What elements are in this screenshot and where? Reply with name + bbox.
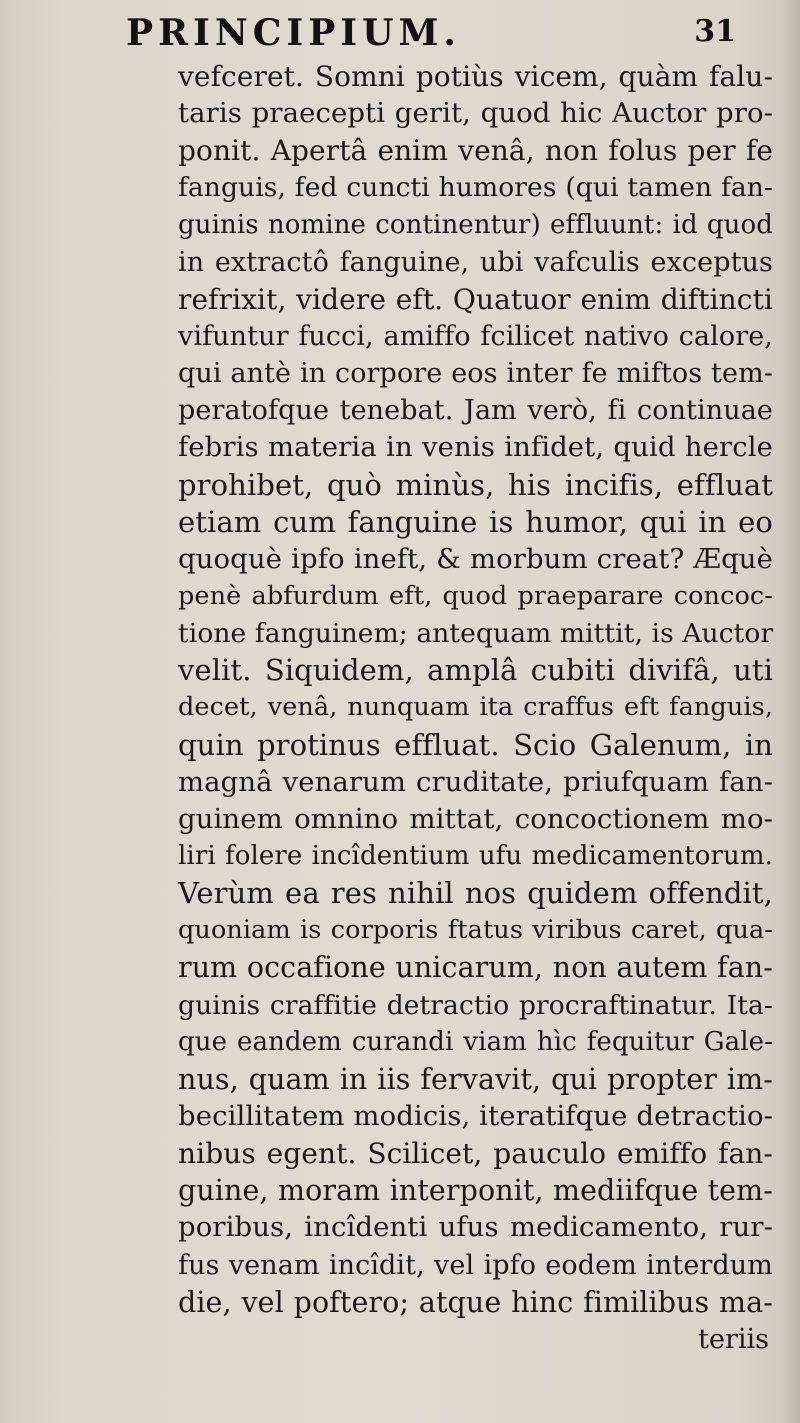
text-line: peratofque tenebat. Jam verò, fi continuae bbox=[178, 395, 773, 427]
text-line: taris praecepti gerit, quod hic Auctor pro- bbox=[178, 97, 773, 130]
text-line: magnâ venarum cruditate, priufquam fan- bbox=[178, 765, 773, 798]
text-line: quin protinus effluat. Scio Galenum, in bbox=[178, 727, 773, 762]
catchword: teriis bbox=[698, 1323, 769, 1355]
text-line: vefceret. Somni potiùs vicem, quàm falu- bbox=[178, 60, 773, 93]
text-line: quoniam is corporis ftatus viribus caret, qua- bbox=[178, 915, 773, 946]
text-line: que eandem curandi viam hìc fequitur Gale- bbox=[178, 1026, 773, 1057]
text-line: nus, quam in iis fervavit, qui propter im- bbox=[178, 1062, 773, 1096]
text-line: quoquè ipfo ineft, & morbum creat? Æquè bbox=[178, 542, 773, 575]
text-line: etiam cum fanguine is humor, qui in eo bbox=[178, 504, 773, 539]
text-line: nibus egent. Scilicet, pauculo emiffo fan- bbox=[178, 1137, 773, 1171]
text-line: liri folere incîdentium ufu medicamentorum. bbox=[178, 840, 773, 871]
running-head bbox=[118, 12, 758, 56]
text-line: becillitatem modicis, iteratifque detractio- bbox=[178, 1099, 773, 1132]
body-text bbox=[178, 58, 773, 1358]
text-line: ponit. Apertâ enim venâ, non folus per fe bbox=[178, 134, 773, 168]
text-line: prohibet, quò minùs, his incifis, effluat bbox=[178, 467, 773, 502]
text-line: die, vel poftero; atque hinc fimilibus ma- bbox=[178, 1285, 773, 1319]
text-line: qui antè in corpore eos inter fe miftos tem- bbox=[178, 358, 773, 390]
running-title: PRINCIPIUM. bbox=[126, 12, 461, 54]
text-line: refrixit, videre eft. Quatuor enim diftincti bbox=[178, 282, 773, 316]
text-line: fus venam incîdit, vel ipfo eodem interdum bbox=[178, 1249, 773, 1281]
text-line: febris materia in venis infidet, quid hercle bbox=[178, 431, 773, 464]
text-line: vifuntur fucci, amiffo fcilicet nativo calore, bbox=[178, 320, 773, 352]
page-edge-shadow bbox=[782, 0, 800, 1423]
text-line: in extractô fanguine, ubi vafculis exceptus bbox=[178, 246, 773, 278]
text-line: rum occafione unicarum, non autem fan- bbox=[178, 951, 773, 985]
text-line: Verùm ea res nihil nos quidem offendit, bbox=[178, 876, 773, 911]
text-line: tione fanguinem; antequam mittit, is Auctor bbox=[178, 618, 774, 650]
text-line: decet, venâ, nunquam ita craffus eft fanguis, bbox=[178, 692, 773, 723]
text-line: guinis craffitie detractio procraftinatur. Ita- bbox=[178, 989, 773, 1021]
text-line: velit. Siquidem, amplâ cubiti divifâ, uti bbox=[178, 653, 773, 688]
page-number: 31 bbox=[694, 14, 736, 49]
text-line: fanguis, fed cuncti humores (qui tamen fan- bbox=[178, 172, 773, 204]
text-line: guinem omnino mittat, concoctionem mo- bbox=[178, 802, 773, 835]
text-line: guine, moram interponit, mediifque tem- bbox=[178, 1174, 773, 1208]
text-line: poribus, incîdenti ufus medicamento, rur- bbox=[178, 1211, 773, 1244]
text-line: guinis nomine continentur) effluunt: id quod bbox=[178, 209, 773, 240]
text-line: penè abfurdum eft, quod praeparare concoc- bbox=[178, 580, 773, 611]
